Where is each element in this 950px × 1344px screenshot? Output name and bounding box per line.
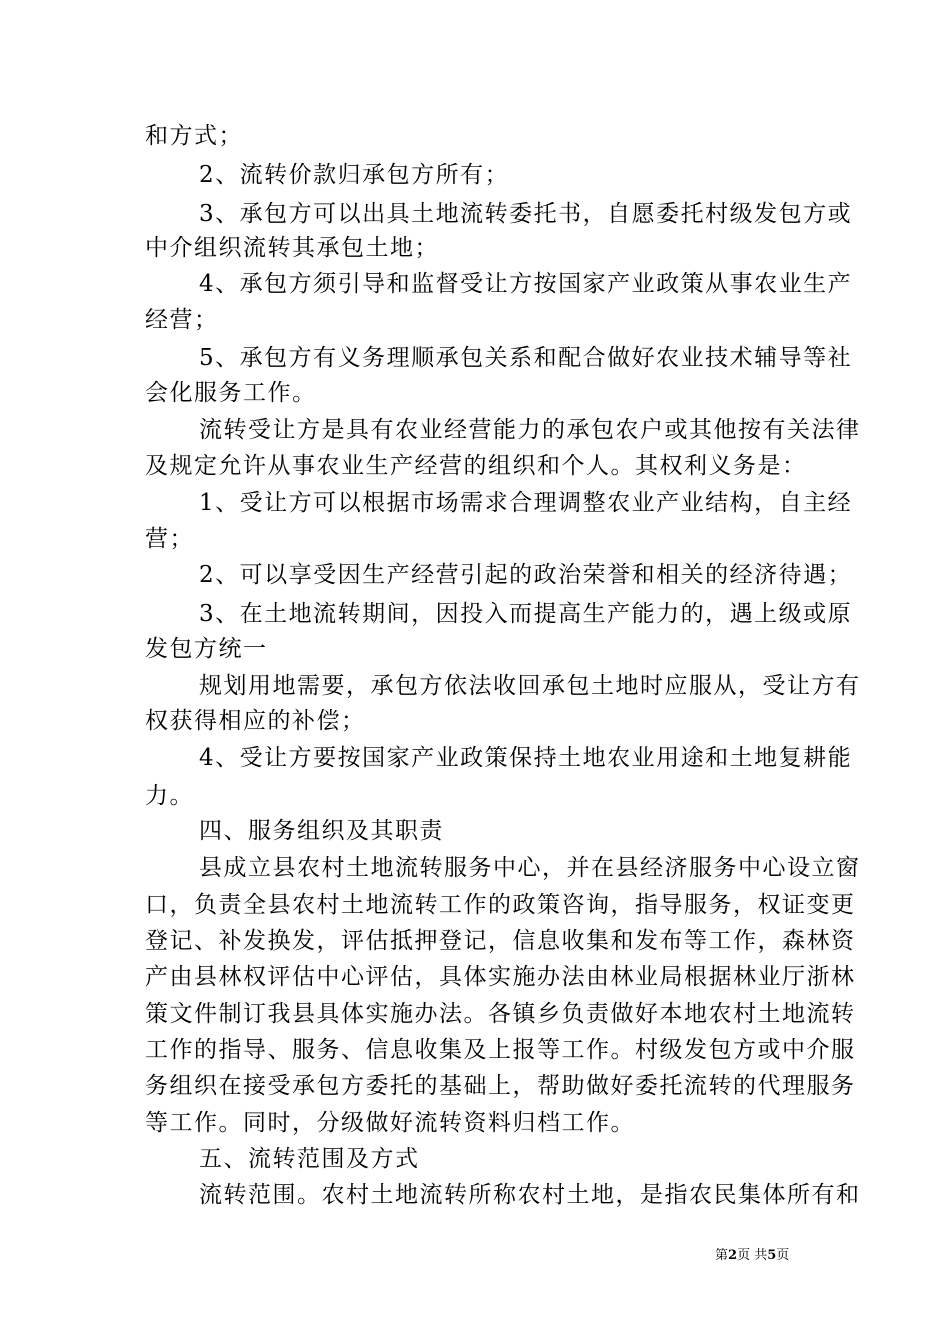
text-line: 流转受让方是具有农业经营能力的承包农户或其他按有关法律 (199, 417, 861, 443)
text-line: 经营； (145, 307, 219, 333)
text-line: 权获得相应的补偿； (145, 708, 366, 734)
text-line: 县成立县农村土地流转服务中心，并在县经济服务中心设立窗 (199, 855, 861, 881)
text-line: 力。 (145, 783, 194, 809)
text-line: 中介组织流转其承包土地； (145, 235, 439, 261)
text-line: 2、可以享受因生产经营引起的政治荣誉和相关的经济待遇； (199, 562, 853, 588)
text-line: 登记、补发换发，评估抵押登记，信息收集和发布等工作，森林资 (145, 928, 856, 954)
text-line: 规划用地需要，承包方依法收回承包土地时应服从，受让方有 (199, 673, 861, 699)
current-page-number: 2 (728, 1248, 738, 1263)
text-line: 流转范围。农村土地流转所称农村土地，是指农民集体所有和 (199, 1182, 861, 1208)
footer-prefix: 第 (715, 1248, 729, 1263)
text-line: 3、承包方可以出具土地流转委托书，自愿委托村级发包方或 (199, 201, 853, 227)
text-line: 产由县林权评估中心评估，具体实施办法由林业局根据林业厅浙林 (145, 964, 856, 990)
text-line: 5、承包方有义务理顺承包关系和配合做好农业技术辅导等社 (199, 345, 853, 371)
text-line: 2、流转价款归承包方所有； (199, 162, 510, 188)
section-heading: 四、服务组织及其职责 (199, 818, 444, 844)
section-heading: 五、流转范围及方式 (199, 1146, 420, 1172)
text-line: 和方式； (145, 123, 243, 149)
text-line: 务组织在接受承包方委托的基础上，帮助做好委托流转的代理服务 (145, 1073, 856, 1099)
text-line: 及规定允许从事农业生产经营的组织和个人。其权利义务是： (145, 453, 807, 479)
text-line: 3、在土地流转期间，因投入而提高生产能力的，遇上级或原 (199, 601, 853, 627)
total-pages-number: 5 (767, 1248, 777, 1263)
footer-middle: 页 共 (737, 1248, 768, 1263)
text-line: 营； (145, 526, 194, 552)
text-line: 4、承包方须引导和监督受让方按国家产业政策从事农业生产 (199, 271, 853, 297)
text-line: 发包方统一 (145, 636, 268, 662)
text-line: 口，负责全县农村土地流转工作的政策咨询，指导服务，权证变更 (145, 892, 856, 918)
text-line: 策文件制订我县具体实施办法。各镇乡负责做好本地农村土地流转 (145, 1001, 856, 1027)
text-line: 会化服务工作。 (145, 380, 317, 406)
text-line: 等工作。同时，分级做好流转资料归档工作。 (145, 1110, 635, 1136)
text-line: 工作的指导、服务、信息收集及上报等工作。村级发包方或中介服 (145, 1037, 856, 1063)
text-line: 4、受让方要按国家产业政策保持土地农业用途和土地复耕能 (199, 745, 853, 771)
text-line: 1、受让方可以根据市场需求合理调整农业产业结构，自主经 (199, 490, 853, 516)
footer-suffix: 页 (776, 1248, 790, 1263)
page-footer (715, 1246, 789, 1266)
